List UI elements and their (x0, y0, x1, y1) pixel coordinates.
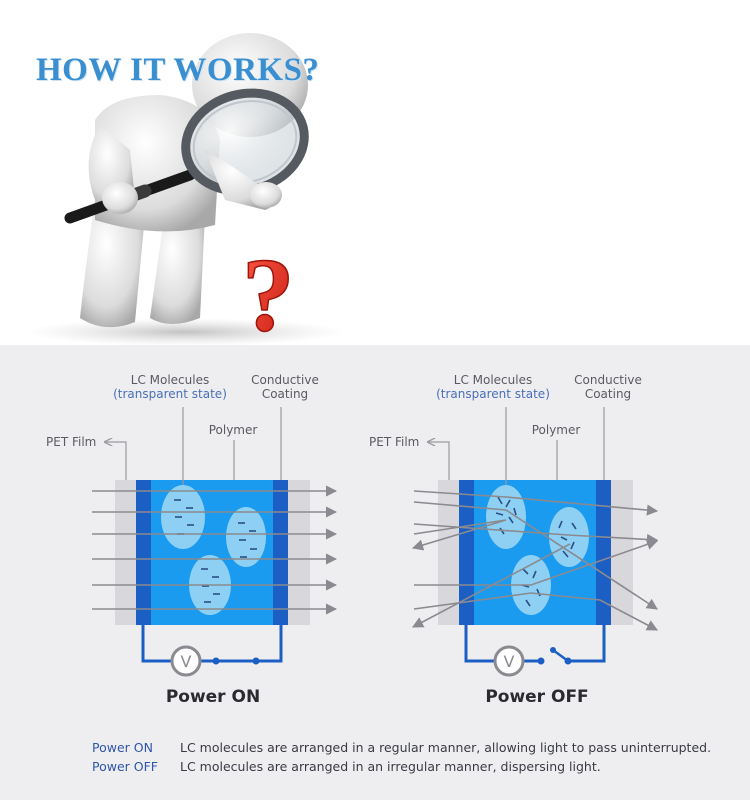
hero-section (0, 0, 750, 345)
lc-droplet (486, 485, 526, 549)
legend (92, 738, 711, 776)
legend-description: LC molecules are arranged in an irregular manner, dispersing light. (180, 759, 601, 774)
legend-row-power-off (92, 757, 711, 776)
voltmeter-label: V (180, 652, 192, 671)
conductive-coating-label-2: Coating (584, 387, 632, 401)
electrode-right (273, 480, 288, 625)
legend-row-power-on (92, 738, 711, 757)
question-mark-icon: ? (242, 236, 295, 345)
pet-film-left (115, 480, 137, 625)
voltmeter-label: V (503, 652, 515, 671)
pdlc-diagram (0, 345, 750, 800)
electrode-right (596, 480, 611, 625)
lc-state-label: (transparent state) (113, 387, 227, 401)
lc-molecules-label: LC Molecules (130, 373, 210, 387)
polymer-label: Polymer (208, 423, 258, 437)
figure-left-hand (102, 182, 138, 214)
conductive-coating-label-2: Coating (261, 387, 309, 401)
power-on-diagram (46, 373, 336, 707)
power-on-label: Power ON (165, 687, 261, 707)
pet-film-label: PET Film (46, 435, 97, 449)
conductive-coating-label: Conductive (251, 373, 319, 387)
diagram-panel (0, 345, 750, 800)
power-off-diagram (369, 373, 657, 707)
lc-molecules-label: LC Molecules (453, 373, 533, 387)
pet-film-right (288, 480, 310, 625)
legend-key: Power OFF (92, 759, 158, 774)
circuit-wire (143, 625, 281, 661)
conductive-coating-label: Conductive (574, 373, 642, 387)
polymer-label: Polymer (531, 423, 581, 437)
page-title: HOW IT WORKS? (36, 52, 320, 88)
electrode-left (136, 480, 151, 625)
pet-film-label: PET Film (369, 435, 420, 449)
figure-right-hand (250, 182, 282, 208)
lc-droplet (226, 507, 266, 567)
circuit-wire (466, 625, 604, 661)
lc-droplet (549, 507, 589, 567)
lc-droplet (161, 485, 205, 549)
legend-key: Power ON (92, 740, 153, 755)
legend-description: LC molecules are arranged in a regular manner, allowing light to pass uninterrupted. (180, 740, 712, 755)
lc-state-label: (transparent state) (436, 387, 550, 401)
power-off-label: Power OFF (485, 687, 589, 707)
switch-contact (538, 658, 545, 665)
